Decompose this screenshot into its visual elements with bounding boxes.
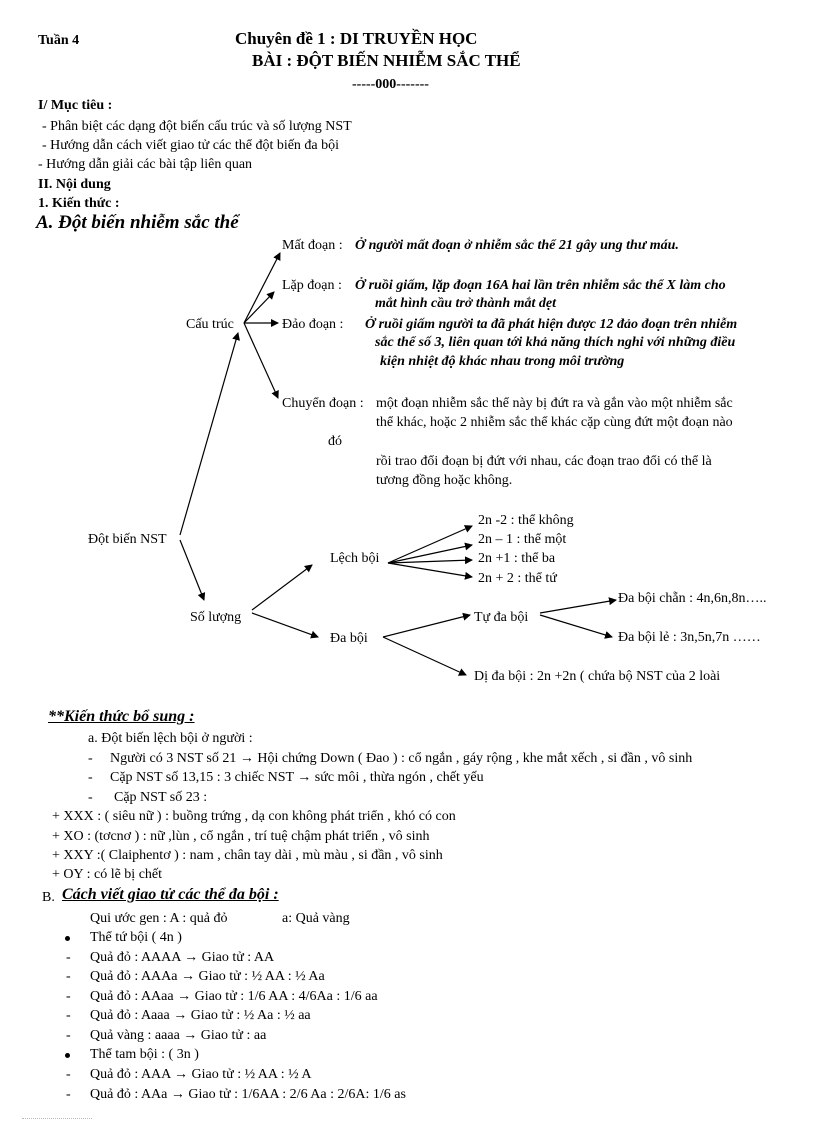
gamete-line: Quả vàng : aaaa → Giao tử : aa (90, 1028, 267, 1043)
arrow-di-da-boi (383, 637, 466, 675)
gamete-dash: - (66, 950, 71, 965)
arrow-mat-doan (244, 253, 280, 323)
lap-doan-label: Lặp đoạn : (282, 278, 342, 293)
title-divider: -----000------- (352, 77, 429, 92)
gene-convention: Qui ước gen : A : quả đỏ (90, 911, 228, 926)
arrow-tu-da-boi (383, 615, 470, 637)
lech-boi-item: 2n +1 : thể ba (478, 551, 556, 566)
chromosome-line: + XXY :( Claiphentơ ) : nam , chân tay dài , mù màu , si đần , vô sinh (52, 848, 443, 863)
arrow-da-boi-le (540, 615, 612, 637)
objective-item: - Hướng dẫn cách viết giao tử các thể đột biến đa bội (42, 138, 340, 153)
mat-doan-label: Mất đoạn : (282, 238, 343, 253)
dao-doan-text: kiện nhiệt độ khác nhau trong môi trường (380, 354, 625, 369)
content-heading: II. Nội dung (38, 177, 111, 192)
arrow-da-boi-chan (540, 600, 616, 613)
supplement-dash: - (88, 751, 93, 766)
knowledge-heading: 1. Kiến thức : (38, 196, 120, 211)
gene-convention-b: a: Quả vàng (282, 911, 350, 926)
lap-doan-text: Ở ruồi giấm, lặp đoạn 16A hai lần trên nhiễm sắc thể X làm cho (355, 278, 726, 293)
lech-boi-item: 2n -2 : thể không (478, 513, 574, 528)
node-structure: Cấu trúc (186, 317, 234, 332)
arrow-root-quantity (180, 540, 204, 600)
chuyen-doan-text: rồi trao đổi đoạn bị đứt với nhau, các đoạn trao đổi có thể là (376, 454, 712, 469)
gamete-line: Quả đỏ : AAaa → Giao tử : 1/6 AA : 4/6Aa : 1/6 aa (90, 989, 378, 1004)
chuyen-doan-text: tương đồng hoặc không. (376, 473, 513, 488)
chuyen-doan-text: đó (328, 434, 342, 449)
gamete-dash: - (66, 1028, 71, 1043)
lech-boi-item: 2n – 1 : thể một (478, 532, 567, 547)
node-tu-da-boi: Tự đa bội (474, 610, 529, 625)
node-root: Đột biến NST (88, 532, 167, 547)
gamete-line: Quả đỏ : AAAa → Giao tử : ½ AA : ½ Aa (90, 969, 325, 984)
node-da-boi: Đa bội (330, 631, 368, 646)
gamete-dash: - (66, 1087, 71, 1102)
node-da-boi-chan: Đa bội chẵn : 4n,6n,8n….. (618, 591, 767, 606)
gamete-dash: - (66, 1067, 71, 1082)
tetraploid-heading: Thể tứ bội ( 4n ) (90, 930, 182, 945)
node-da-boi-le: Đa bội lẻ : 3n,5n,7n …… (618, 630, 761, 645)
section-a-heading: A. Đột biến nhiễm sắc thể (36, 212, 239, 233)
arrow-chuyen-doan (244, 323, 278, 398)
supplement-line: Cặp NST số 13,15 : 3 chiếc NST → sức môi , thừa ngón , chết yếu (110, 770, 484, 785)
lesson-title: BÀI : ĐỘT BIẾN NHIỄM SẮC THỂ (252, 51, 521, 70)
lech-boi-item: 2n + 2 : thể tứ (478, 571, 557, 586)
arrow-lap-doan (244, 292, 274, 323)
dao-doan-text: Ở ruồi giấm người ta đã phát hiện được 12 đảo đoạn trên nhiễm (365, 317, 738, 332)
node-quantity: Số lượng (190, 610, 242, 625)
supplement-dash: - (88, 790, 93, 805)
node-di-da-boi: Dị đa bội : 2n +2n ( chứa bộ NST của 2 loài (474, 669, 721, 684)
page-edge-dots (22, 1118, 92, 1119)
topic-title: Chuyên đề 1 : DI TRUYỀN HỌC (235, 29, 478, 48)
chuyen-doan-label: Chuyển đoạn : (282, 396, 364, 411)
arrow-2n+2 (388, 563, 472, 577)
supplement-line: Người có 3 NST số 21 → Hội chứng Down ( Đao ) : cổ ngắn , gáy rộng , khe mắt xếch , si đần , vô sinh (110, 751, 693, 766)
lap-doan-text: mắt hình cầu trở thành mắt dẹt (375, 296, 557, 311)
objective-item: - Hướng dẫn giải các bài tập liên quan (38, 157, 253, 172)
node-lech-boi: Lệch bội (330, 551, 380, 566)
gamete-line: Quả đỏ : AAa → Giao tử : 1/6AA : 2/6 Aa : 2/6A: 1/6 as (90, 1087, 406, 1102)
bullet-icon (65, 1053, 70, 1058)
week-label: Tuần 4 (38, 33, 80, 48)
gamete-line: Quả đỏ : AAAA → Giao tử : AA (90, 950, 275, 965)
chromosome-line: + OY : có lẽ bị chết (52, 867, 163, 882)
chuyen-doan-text: một đoạn nhiễm sắc thể này bị đứt ra và gắn vào một nhiễm sắc (376, 396, 733, 411)
section-b-heading: Cách viết giao tử các thể đa bội : (62, 886, 279, 903)
chuyen-doan-text: thể khác, hoặc 2 nhiễm sắc thể khác cặp cùng đứt một đoạn nào (376, 415, 733, 430)
arrow-lech-boi (252, 565, 312, 610)
chromosome-line: + XO : (tơcnơ ) : nữ ,lùn , cổ ngắn , trí tuệ chậm phát triển , vô sinh (52, 829, 430, 844)
supplement-subheading: a. Đột biến lệch bội ở người : (88, 731, 253, 746)
supplement-heading: **Kiến thức bổ sung : (48, 708, 195, 725)
supplement-dash: - (88, 770, 93, 785)
chromosome-line: + XXX : ( siêu nữ ) : buồng trứng , dạ con không phát triển , khó có con (52, 809, 456, 824)
objective-item: - Phân biệt các dạng đột biến cấu trúc và số lượng NST (42, 119, 352, 134)
arrow-da-boi (252, 613, 318, 637)
arrow-2n-2 (388, 526, 472, 563)
bullet-icon (65, 936, 70, 941)
objectives-heading: I/ Mục tiêu : (38, 98, 113, 113)
supplement-line: Cặp NST số 23 : (114, 790, 208, 805)
dao-doan-text: sắc thể số 3, liên quan tới khả năng thích nghi với những điều (375, 335, 736, 350)
gamete-line: Quả đỏ : AAA → Giao tử : ½ AA : ½ A (90, 1067, 312, 1082)
arrow-root-structure (180, 333, 238, 535)
gamete-dash: - (66, 1008, 71, 1023)
gamete-dash: - (66, 969, 71, 984)
dao-doan-label: Đảo đoạn : (282, 317, 344, 332)
section-b-letter: B. (42, 890, 55, 905)
mat-doan-text: Ở người mất đoạn ở nhiễm sắc thể 21 gây ung thư máu. (355, 238, 679, 253)
gamete-dash: - (66, 989, 71, 1004)
gamete-line: Quả đỏ : Aaaa → Giao tử : ½ Aa : ½ aa (90, 1008, 311, 1023)
triploid-heading: Thể tam bội : ( 3n ) (90, 1047, 199, 1062)
